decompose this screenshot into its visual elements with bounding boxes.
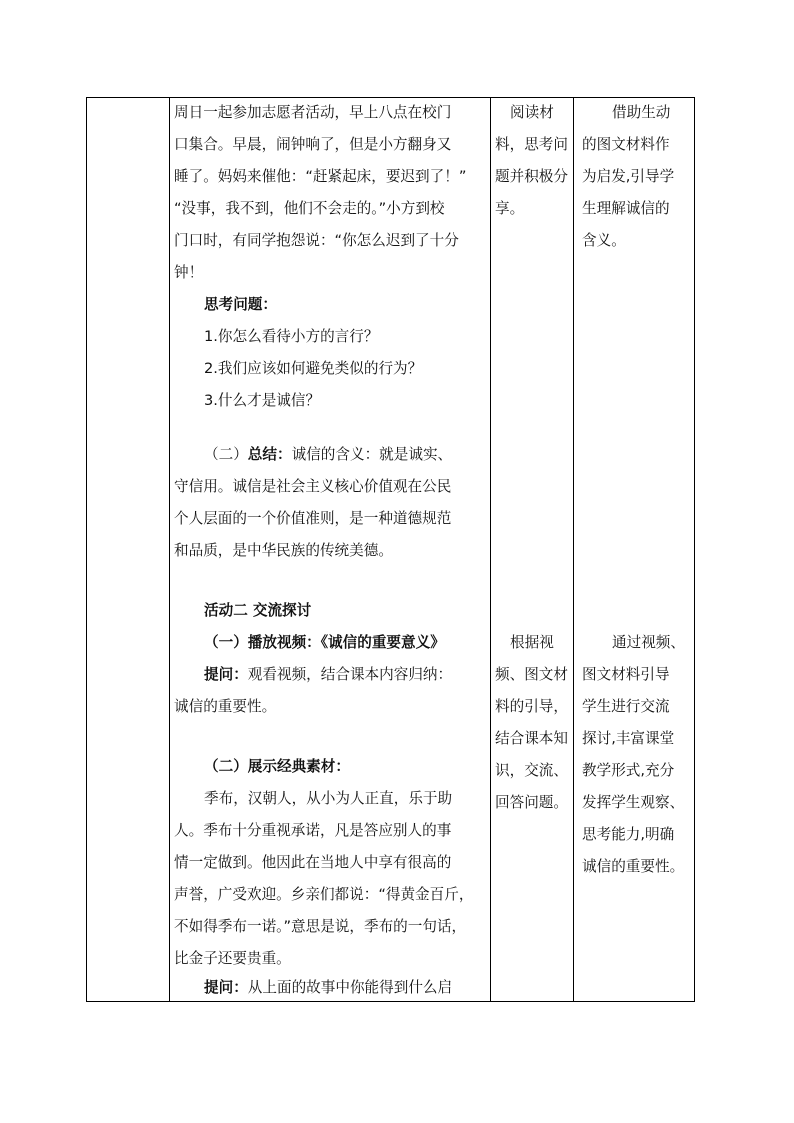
design-line: 探讨,丰富课堂 xyxy=(582,730,675,747)
question-item: 2.我们应该如何避免类似的行为？ xyxy=(204,360,423,377)
design-line: 通过视频、 xyxy=(612,634,685,651)
prompt-text: 从上面的故事中你能得到什么启 xyxy=(247,979,453,996)
section-number: （二） xyxy=(204,446,248,463)
material-line: 人。季布十分重视承诺，凡是答应别人的事 xyxy=(174,822,452,839)
material-line: 声誉，广受欢迎。乡亲们都说：“得黄金百斤， xyxy=(174,886,474,903)
prompt-text: 观看视频，结合课本内容归纳： xyxy=(247,666,453,683)
design-line: 发挥学生观察、 xyxy=(582,794,685,811)
design-line: 诚信的重要性。 xyxy=(582,858,685,875)
student-line: 料的引导， xyxy=(495,698,568,715)
table-row xyxy=(87,98,695,1002)
thinking-questions-heading: 思考问题： xyxy=(204,296,277,313)
prompt-label: 提问： xyxy=(204,666,248,683)
prompt-line xyxy=(204,979,452,997)
design-line: 为启发,引导学 xyxy=(582,168,675,185)
question-item: 3.什么才是诚信？ xyxy=(204,392,321,409)
lesson-plan-table xyxy=(86,97,695,1002)
material-line: 情一定做到。他因此在当地人中享有很高的 xyxy=(174,854,452,871)
student-line: 根据视 xyxy=(510,634,554,651)
summary-label: 总结： xyxy=(247,446,292,463)
question-item: 1.你怎么看待小方的言行？ xyxy=(204,328,379,345)
classic-material-heading: （二）展示经典素材： xyxy=(204,758,350,775)
design-line: 生理解诚信的 xyxy=(582,200,670,217)
design-line: 含义。 xyxy=(582,232,626,249)
summary-line: 和品质，是中华民族的传统美德。 xyxy=(174,542,393,559)
story-line: 口集合。早晨，闹钟响了，但是小方翻身又 xyxy=(174,136,452,153)
summary-line xyxy=(204,446,452,464)
design-line: 学生进行交流 xyxy=(582,698,670,715)
activity-two-heading: 活动二 交流探讨 xyxy=(204,602,312,619)
design-line: 图文材料引导 xyxy=(582,666,670,683)
story-line: 钟！ xyxy=(174,264,204,281)
student-line: 结合课本知 xyxy=(495,730,568,747)
student-line: 频、图文材 xyxy=(495,666,568,683)
design-line: 思考能力,明确 xyxy=(582,826,675,843)
link-column-cell xyxy=(87,98,170,1002)
summary-text: 诚信的含义：就是诚实、 xyxy=(291,446,453,463)
prompt-line xyxy=(204,666,452,684)
material-line: 比金子还要贵重。 xyxy=(174,950,291,967)
student-line: 阅读材 xyxy=(510,104,554,121)
design-line: 教学形式,充分 xyxy=(582,762,675,779)
design-line: 借助生动 xyxy=(612,104,671,121)
prompt-label: 提问： xyxy=(204,979,248,996)
summary-line: 守信用。诚信是社会主义核心价值观在公民 xyxy=(174,478,452,495)
story-line: 门口时，有同学抱怨说：“你怎么迟到了十分 xyxy=(174,232,459,249)
prompt-line: 诚信的重要性。 xyxy=(174,698,277,715)
student-line: 回答问题。 xyxy=(495,794,568,811)
student-line: 题并积极分 xyxy=(495,168,568,185)
video-heading: （一）播放视频：《诚信的重要意义》 xyxy=(204,634,445,651)
student-line: 料，思考问 xyxy=(495,136,568,153)
design-line: 的图文材料作 xyxy=(582,136,670,153)
story-line: 睡了。妈妈来催他：“赶紧起床，要迟到了！” xyxy=(174,168,467,185)
design-intent-cell xyxy=(574,98,695,1002)
material-line: 季布，汉朝人，从小为人正直，乐于助 xyxy=(204,790,453,807)
summary-line: 个人层面的一个价值准则，是一种道德规范 xyxy=(174,510,452,527)
teacher-activity-cell xyxy=(170,98,491,1002)
student-line: 识，交流、 xyxy=(495,762,568,779)
material-line: 不如得季布一诺。”意思是说，季布的一句话， xyxy=(174,918,467,935)
student-line: 享。 xyxy=(495,200,525,217)
story-line: “没事，我不到，他们不会走的。”小方到校 xyxy=(174,200,445,217)
story-line: 周日一起参加志愿者活动，早上八点在校门 xyxy=(174,104,452,121)
student-activity-cell xyxy=(491,98,574,1002)
